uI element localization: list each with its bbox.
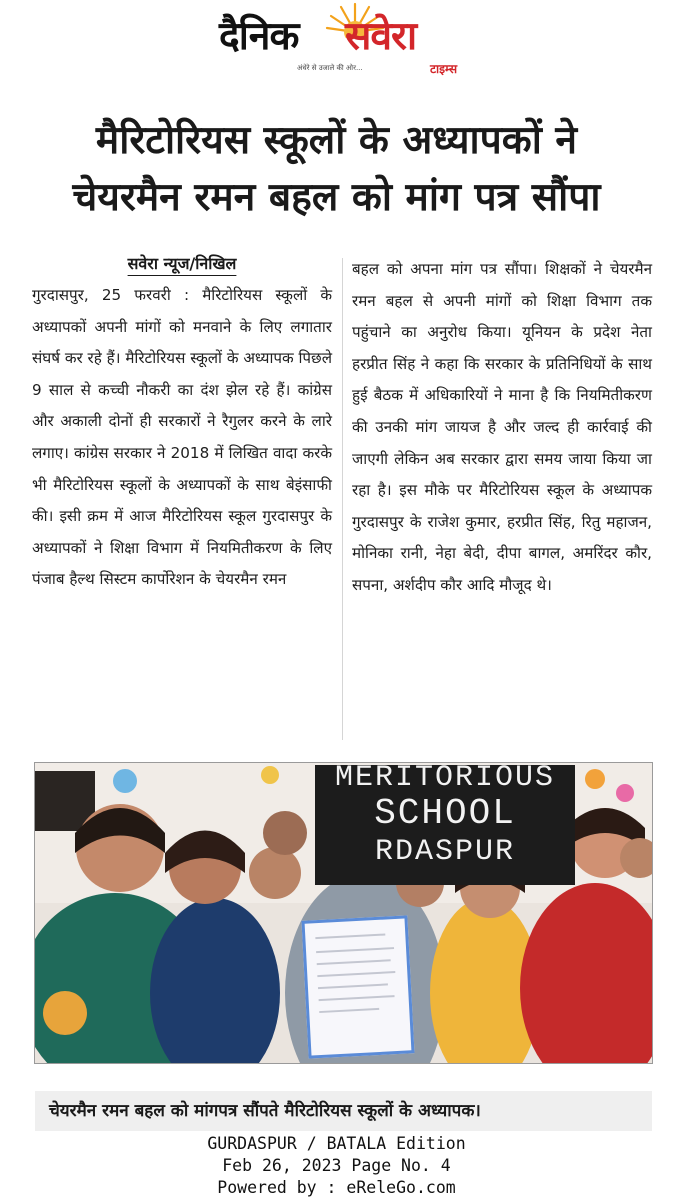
school-banner [315,765,575,885]
edition-date-page: Feb 26, 2023 Page No. 4 [222,1156,451,1175]
banner-text-line-2: SCHOOL [374,793,516,834]
banner-text-line-3: RDASPUR [374,835,516,869]
brand-subtitle: टाइम्स [430,62,458,76]
news-photo [35,763,652,1063]
brand-name-right: सवेरा [345,14,417,59]
document-line [317,971,395,977]
document-line [318,983,388,989]
headline [20,112,653,226]
headline-line-1: मैरिटोरियस स्कूलों के अध्यापकों ने [95,118,578,163]
photo-caption: चेयरमैन रमन बहल को मांगपत्र सौंपते मैरिटोरियस स्कूलों के अध्यापक। [35,1091,652,1131]
article-paragraph: गुरदासपुर, 25 फरवरी : मैरिटोरियस स्कूलों के अध्यापकों अपनी मांगों को मनवाने के लिए लगातार संघर्ष कर रहे हैं। मैरिटोरियस स्कूलों के अध्यापक पिछले 9 साल से कच्ची नौकरी का दंश झेल रहे हैं। कांग्रेस और अकाली दोनों ही सरकारों ने रैगुलर करने के लारे लगाए। कांग्रेस सरकार ने 2018 में लिखित वादा करके भी मैरिटोरियस स्कूलों के अध्यापकों के साथ बेइंसाफी की। इसी क्रम में आज मैरिटोरियस स्कूल गुरदासपुर के अध्यापकों ने शिक्षा विभाग में नियमितीकरण के लिए पंजाब हैल्थ सिस्टम कार्पोरेशन के चेयरमैन रमन [32,286,332,589]
brand-name-left: दैनिक [219,14,299,59]
headline-line-2: चेयरमैन रमन बहल को मांग पत्र सौंपा [72,175,601,220]
article-column-left [32,280,332,596]
edition-footer [0,1133,673,1199]
document-line [319,995,395,1001]
byline: सवेरा न्यूज/निखिल [127,254,237,273]
document-line [319,1008,379,1013]
document-line [315,934,385,940]
document-line [316,947,394,953]
column-divider [342,258,343,740]
masthead [205,2,485,84]
article-column-right [352,254,652,602]
document-line [317,959,391,965]
powered-by[interactable]: Powered by : eReleGo.com [217,1178,456,1197]
memorandum-document [301,915,414,1058]
banner-text-line-1: MERITORIOUS [334,763,556,795]
article-paragraph: बहल को अपना मांग पत्र सौंपा। शिक्षकों ने चेयरमैन रमन बहल से अपनी मांगों को शिक्षा विभाग तक पहुंचाने का अनुरोध किया। यूनियन के प्रदेश नेता हरप्रीत सिंह ने कहा कि सरकार के प्रतिनिधियों के साथ हुई बैठक में अधिकारियों ने माना है कि नियमितीकरण की उनकी मांग जायज है और जल्द ही कार्रवाई की जाएगी लेकिन अब सरकार द्वारा समय जाया किया जा रहा है। इस मौके पर मैरिटोरियस स्कूल के अध्यापक गुरदासपुर के राजेश कुमार, हरप्रीत सिंह, रितु महाजन, मोनिका रानी, नेहा बेदी, दीपा बागल, अमरिंदर कौर, सपना, अर्शदीप कौर आदि मौजूद थे। [352,260,652,594]
edition-name: GURDASPUR / BATALA Edition [207,1134,466,1153]
brand-tagline: अंधेरे से उजाले की ओर... [297,64,363,72]
